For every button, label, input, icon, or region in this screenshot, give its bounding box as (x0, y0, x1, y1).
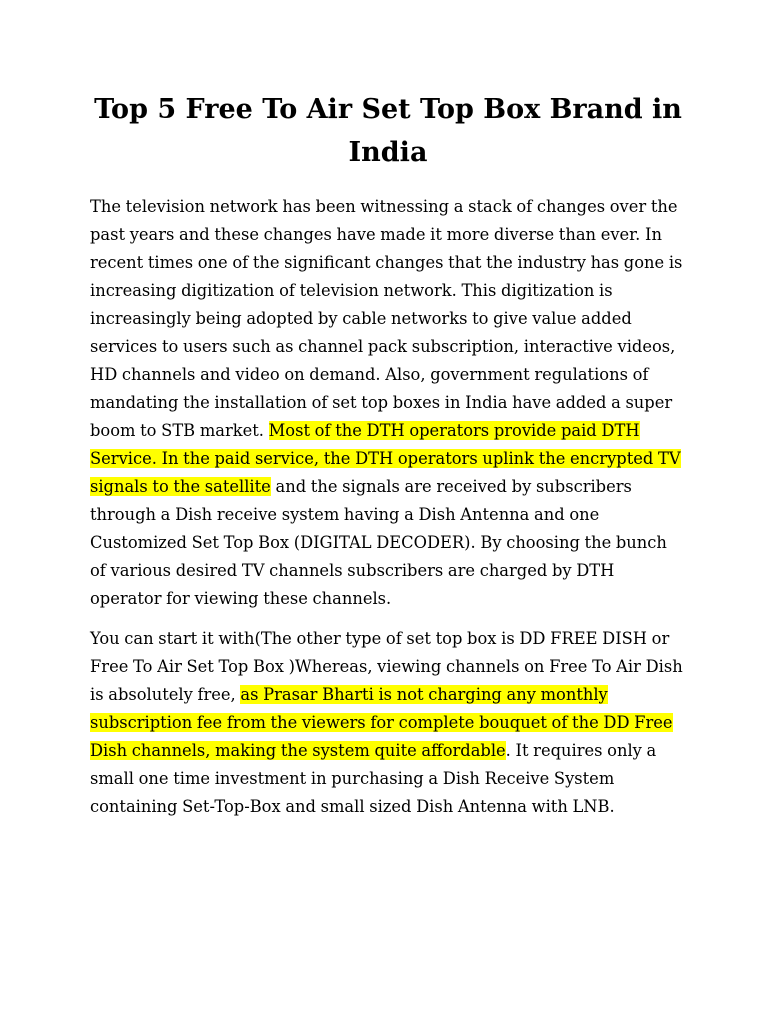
paragraph-1 (90, 193, 686, 613)
paragraph-1-text-after: and the signals are received by subscribers through a Dish receive system having a Dish Antenna and one Customized Set Top Box (DIGITAL DECODER). By choosing the bunch of various desired TV channels subscribers are charged by DTH operator for viewing these channels. (90, 477, 667, 608)
paragraph-1-text-before: The television network has been witnessing a stack of changes over the past years and these changes have made it more diverse than ever. In recent times one of the significant changes that the industry has gone is increasing digitization of television network. This digitization is increasingly being adopted by cable networks to give value added services to users such as channel pack subscription, interactive videos, HD channels and video on demand. Also, government regulations of mandating the installation of set top boxes in India have added a super boom to STB market. (90, 197, 683, 440)
paragraph-2-text-before: You can start it with(The other type of set top box is DD FREE DISH or Free To Air Set Top Box )Whereas, viewing channels on Free To Air Dish is absolutely free, (90, 629, 683, 704)
paragraph-2-highlight: as Prasar Bharti is not charging any monthly subscription fee from the viewers for complete bouquet of the DD Free Dish channels, making the system quite affordable (90, 685, 673, 760)
document-title: Top 5 Free To Air Set Top Box Brand in India (94, 94, 682, 168)
paragraph-2-text-after: . It requires only a small one time investment in purchasing a Dish Receive System containing Set-Top-Box and small sized Dish Antenna with LNB. (90, 741, 657, 816)
paragraph-2 (90, 625, 686, 821)
document-page (90, 88, 686, 833)
paragraph-1-highlight: Most of the DTH operators provide paid DTH Service. In the paid service, the DTH operators uplink the encrypted TV signals to the satellite (90, 421, 681, 496)
